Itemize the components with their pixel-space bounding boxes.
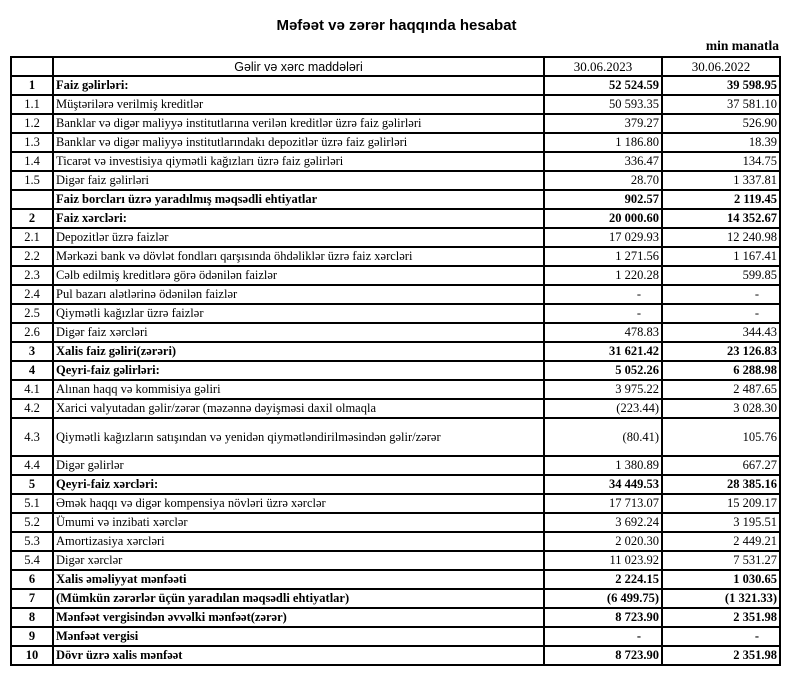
value-2022: 599.85 xyxy=(662,266,780,285)
table-row xyxy=(11,570,780,589)
table-row xyxy=(11,380,780,399)
value-2023: 28.70 xyxy=(544,171,662,190)
table-row xyxy=(11,589,780,608)
value-2022: 7 531.27 xyxy=(662,551,780,570)
row-description: Mənfəət vergisindən əvvəlki mənfəət(zərər) xyxy=(53,608,544,627)
value-2022: - xyxy=(662,627,780,646)
value-2022: 1 167.41 xyxy=(662,247,780,266)
table-row xyxy=(11,627,780,646)
value-2023: 2 020.30 xyxy=(544,532,662,551)
row-number: 4 xyxy=(11,361,53,380)
value-2023: 5 052.26 xyxy=(544,361,662,380)
value-2022: 2 487.65 xyxy=(662,380,780,399)
value-2023: (6 499.75) xyxy=(544,589,662,608)
value-2022: - xyxy=(662,304,780,323)
report-table-body xyxy=(11,76,780,665)
row-number: 4.2 xyxy=(11,399,53,418)
value-2023: - xyxy=(544,627,662,646)
value-2023: 3 975.22 xyxy=(544,380,662,399)
value-2023: 478.83 xyxy=(544,323,662,342)
value-2022: 37 581.10 xyxy=(662,95,780,114)
row-number: 3 xyxy=(11,342,53,361)
row-number: 10 xyxy=(11,646,53,665)
table-row xyxy=(11,152,780,171)
row-number: 1.1 xyxy=(11,95,53,114)
value-2023: 336.47 xyxy=(544,152,662,171)
table-row xyxy=(11,551,780,570)
value-2022: 15 209.17 xyxy=(662,494,780,513)
row-number: 2.1 xyxy=(11,228,53,247)
row-number: 7 xyxy=(11,589,53,608)
row-number: 1 xyxy=(11,76,53,95)
row-description: Xarici valyutadan gəlir/zərər (məzənnə dəyişməsi daxil olmaqla xyxy=(53,399,544,418)
value-2023: 17 713.07 xyxy=(544,494,662,513)
value-2022: 2 351.98 xyxy=(662,646,780,665)
row-number: 5.2 xyxy=(11,513,53,532)
value-2023: 52 524.59 xyxy=(544,76,662,95)
value-2022: 14 352.67 xyxy=(662,209,780,228)
row-description: Digər faiz xərcləri xyxy=(53,323,544,342)
row-description: (Mümkün zərərlər üçün yaradılan məqsədli ehtiyatlar) xyxy=(53,589,544,608)
value-2023: 2 224.15 xyxy=(544,570,662,589)
value-2023: - xyxy=(544,304,662,323)
table-row xyxy=(11,361,780,380)
value-2022: 1 030.65 xyxy=(662,570,780,589)
table-row xyxy=(11,342,780,361)
value-2023: 11 023.92 xyxy=(544,551,662,570)
value-2023: 902.57 xyxy=(544,190,662,209)
row-description: Digər gəlirlər xyxy=(53,456,544,475)
table-row xyxy=(11,266,780,285)
row-description: Ümumi və inzibati xərclər xyxy=(53,513,544,532)
row-description: Xalis əməliyyat mənfəəti xyxy=(53,570,544,589)
value-2022: 1 337.81 xyxy=(662,171,780,190)
row-number: 1.5 xyxy=(11,171,53,190)
value-2023: 1 380.89 xyxy=(544,456,662,475)
row-number: 4.1 xyxy=(11,380,53,399)
row-number: 1.4 xyxy=(11,152,53,171)
value-2022: (1 321.33) xyxy=(662,589,780,608)
value-2022: 526.90 xyxy=(662,114,780,133)
value-2022: 3 028.30 xyxy=(662,399,780,418)
row-description: Dövr üzrə xalis mənfəət xyxy=(53,646,544,665)
value-2022: 667.27 xyxy=(662,456,780,475)
value-2023: 1 186.80 xyxy=(544,133,662,152)
value-2023: (80.41) xyxy=(544,418,662,456)
value-2022: 23 126.83 xyxy=(662,342,780,361)
value-2022: 18.39 xyxy=(662,133,780,152)
currency-unit-note: min manatla xyxy=(705,38,779,53)
value-2023: 31 621.42 xyxy=(544,342,662,361)
value-2023: 1 271.56 xyxy=(544,247,662,266)
row-description: Mərkəzi bank və dövlət fondları qarşısında öhdəliklər üzrə faiz xərcləri xyxy=(53,247,544,266)
value-2022: 3 195.51 xyxy=(662,513,780,532)
header-description: Gəlir və xərc maddələri xyxy=(53,57,544,76)
row-number: 4.3 xyxy=(11,418,53,456)
row-number: 1.3 xyxy=(11,133,53,152)
value-2023: 34 449.53 xyxy=(544,475,662,494)
row-number: 2.3 xyxy=(11,266,53,285)
profit-loss-table xyxy=(10,56,781,666)
row-number: 2.5 xyxy=(11,304,53,323)
table-row xyxy=(11,76,780,95)
table-row xyxy=(11,304,780,323)
value-2023: (223.44) xyxy=(544,399,662,418)
row-description: Əmək haqqı və digər kompensiya növləri üzrə xərclər xyxy=(53,494,544,513)
row-number: 8 xyxy=(11,608,53,627)
row-description: Amortizasiya xərcləri xyxy=(53,532,544,551)
row-number: 5.4 xyxy=(11,551,53,570)
row-description: Cəlb edilmiş kreditlərə görə ödənilən faizlər xyxy=(53,266,544,285)
table-row xyxy=(11,228,780,247)
value-2022: 39 598.95 xyxy=(662,76,780,95)
value-2022: 2 449.21 xyxy=(662,532,780,551)
row-number: 5.1 xyxy=(11,494,53,513)
row-description: Qeyri-faiz xərcləri: xyxy=(53,475,544,494)
value-2023: 17 029.93 xyxy=(544,228,662,247)
value-2022: 2 119.45 xyxy=(662,190,780,209)
table-row xyxy=(11,323,780,342)
row-description: Digər xərclər xyxy=(53,551,544,570)
row-description: Faiz gəlirləri: xyxy=(53,76,544,95)
row-description: Mənfəət vergisi xyxy=(53,627,544,646)
row-number: 6 xyxy=(11,570,53,589)
row-description: Banklar və digər maliyyə institutlarına verilən kreditlər üzrə faiz gəlirləri xyxy=(53,114,544,133)
row-number: 5.3 xyxy=(11,532,53,551)
value-2022: 2 351.98 xyxy=(662,608,780,627)
header-period-2023: 30.06.2023 xyxy=(544,57,662,76)
row-number xyxy=(11,190,53,209)
table-row xyxy=(11,456,780,475)
row-description: Faiz xərcləri: xyxy=(53,209,544,228)
row-description: Müştərilərə verilmiş kreditlər xyxy=(53,95,544,114)
value-2023: 3 692.24 xyxy=(544,513,662,532)
row-number: 2 xyxy=(11,209,53,228)
value-2022: 344.43 xyxy=(662,323,780,342)
header-period-2022: 30.06.2022 xyxy=(662,57,780,76)
value-2023: 20 000.60 xyxy=(544,209,662,228)
table-row xyxy=(11,532,780,551)
table-row xyxy=(11,285,780,304)
value-2023: - xyxy=(544,285,662,304)
row-description: Banklar və digər maliyyə institutlarındakı depozitlər üzrə faiz gəlirləri xyxy=(53,133,544,152)
table-row xyxy=(11,190,780,209)
value-2023: 1 220.28 xyxy=(544,266,662,285)
table-row xyxy=(11,513,780,532)
row-description: Faiz borcları üzrə yaradılmış məqsədli ehtiyatlar xyxy=(53,190,544,209)
table-row xyxy=(11,114,780,133)
row-number: 2.2 xyxy=(11,247,53,266)
value-2022: 6 288.98 xyxy=(662,361,780,380)
row-number: 5 xyxy=(11,475,53,494)
table-row xyxy=(11,247,780,266)
row-number: 2.6 xyxy=(11,323,53,342)
value-2022: 12 240.98 xyxy=(662,228,780,247)
table-row xyxy=(11,418,780,456)
row-description: Digər faiz gəlirləri xyxy=(53,171,544,190)
page-title: Məfəət və zərər haqqında hesabat xyxy=(276,17,517,34)
row-description: Qeyri-faiz gəlirləri: xyxy=(53,361,544,380)
table-row xyxy=(11,95,780,114)
row-description: Qiymətli kağızların satışından və yenidən qiymətləndirilməsindən gəlir/zərər xyxy=(53,418,544,456)
table-row xyxy=(11,646,780,665)
row-description: Ticarət və investisiya qiymətli kağızları üzrə faiz gəlirləri xyxy=(53,152,544,171)
row-description: Depozitlər üzrə faizlər xyxy=(53,228,544,247)
table-row xyxy=(11,171,780,190)
table-row xyxy=(11,475,780,494)
value-2022: - xyxy=(662,285,780,304)
table-row xyxy=(11,209,780,228)
value-2023: 8 723.90 xyxy=(544,646,662,665)
table-row xyxy=(11,494,780,513)
row-description: Alınan haqq və kommisiya gəliri xyxy=(53,380,544,399)
value-2023: 8 723.90 xyxy=(544,608,662,627)
row-description: Xalis faiz gəliri(zərəri) xyxy=(53,342,544,361)
table-row xyxy=(11,133,780,152)
value-2022: 134.75 xyxy=(662,152,780,171)
row-number: 4.4 xyxy=(11,456,53,475)
value-2023: 50 593.35 xyxy=(544,95,662,114)
value-2022: 105.76 xyxy=(662,418,780,456)
row-number: 2.4 xyxy=(11,285,53,304)
table-row xyxy=(11,399,780,418)
table-row xyxy=(11,608,780,627)
value-2023: 379.27 xyxy=(544,114,662,133)
header-row-number xyxy=(11,57,53,76)
row-description: Pul bazarı alətlərinə ödənilən faizlər xyxy=(53,285,544,304)
row-number: 9 xyxy=(11,627,53,646)
value-2022: 28 385.16 xyxy=(662,475,780,494)
table-header-row xyxy=(11,57,780,76)
row-description: Qiymətli kağızlar üzrə faizlər xyxy=(53,304,544,323)
row-number: 1.2 xyxy=(11,114,53,133)
